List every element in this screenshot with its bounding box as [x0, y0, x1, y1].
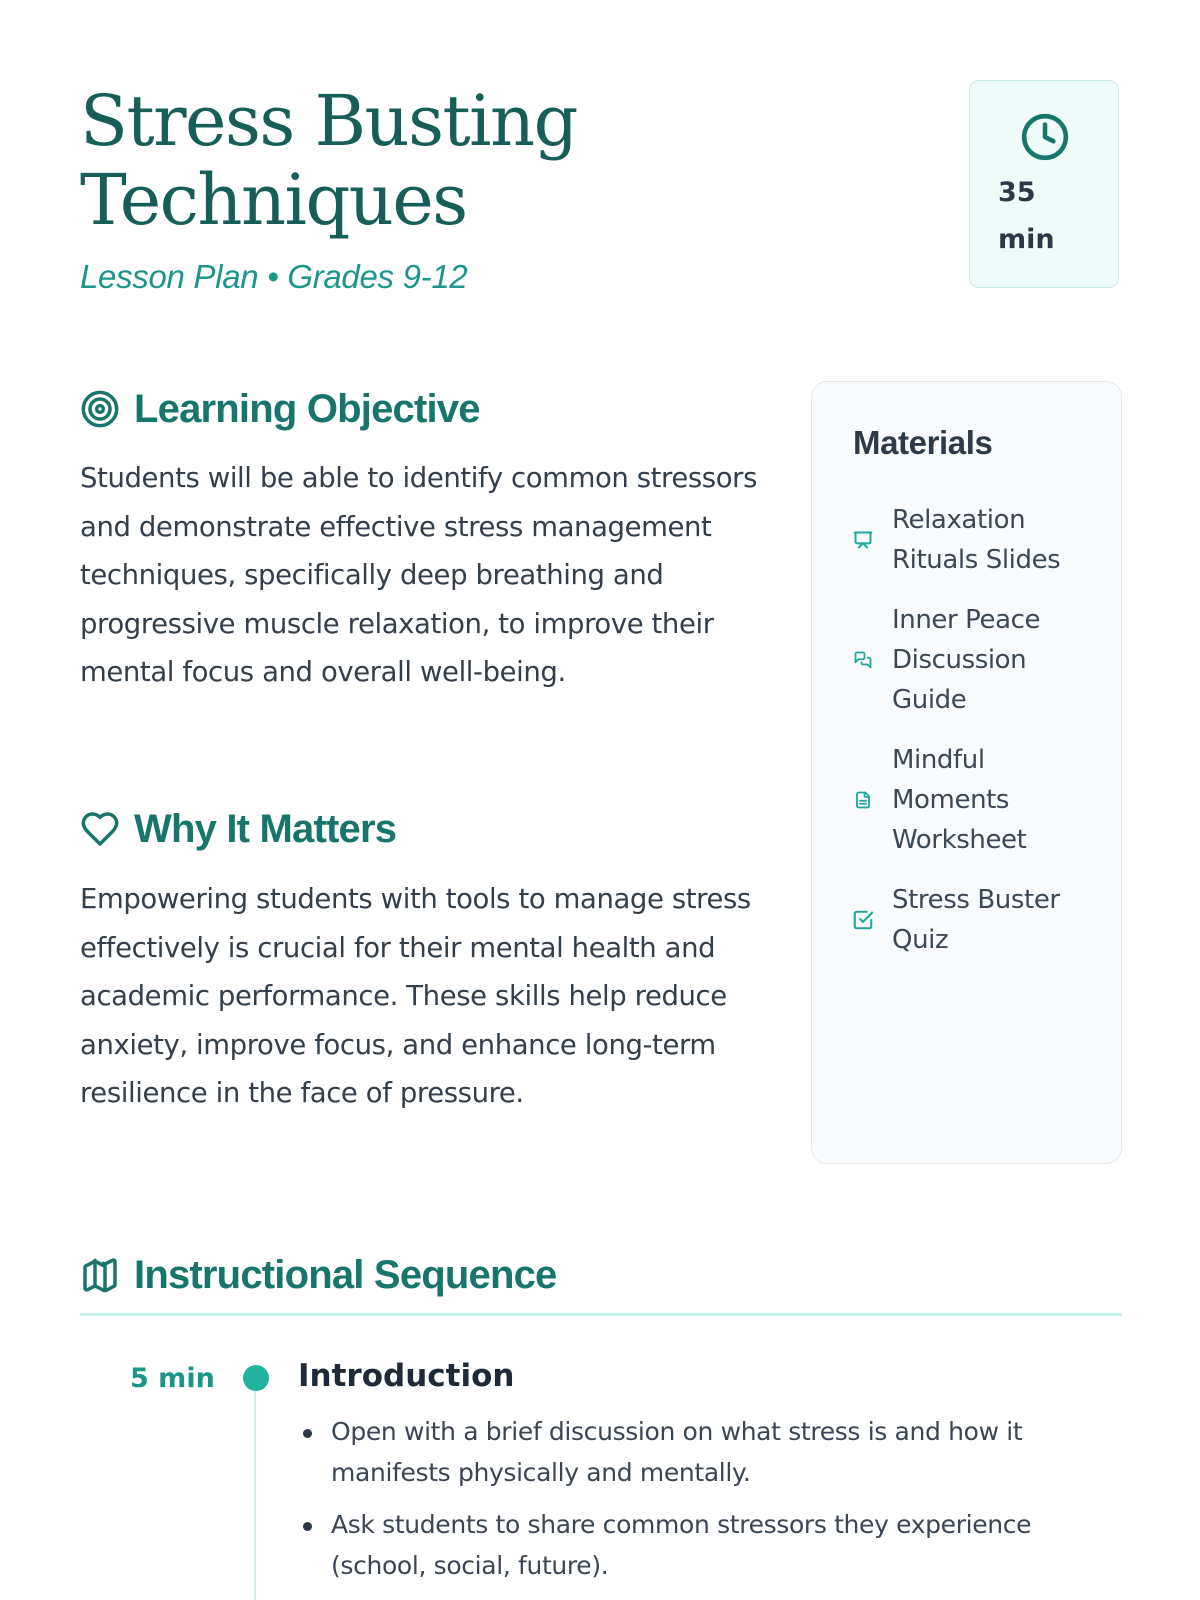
- material-label: Mindful Moments Worksheet: [892, 745, 1027, 855]
- sequence-heading: [80, 1250, 557, 1300]
- page-title-line-1: Stress Busting: [80, 80, 577, 162]
- timeline-line: [254, 1376, 256, 1600]
- section-divider: [80, 1313, 1122, 1316]
- material-item-quiz[interactable]: [852, 880, 1092, 960]
- target-icon: [80, 389, 120, 429]
- map-icon: [80, 1255, 120, 1295]
- material-item-worksheet[interactable]: [852, 740, 1092, 860]
- bullet-dot: [303, 1522, 312, 1531]
- duration-value: 35 min: [998, 177, 1055, 255]
- document-icon: [852, 789, 874, 811]
- chat-bubbles-icon: [852, 649, 874, 671]
- material-item-slides[interactable]: [852, 500, 1092, 580]
- list-item: [298, 1505, 1078, 1586]
- duration-card: [969, 80, 1119, 288]
- heart-icon: [80, 809, 120, 849]
- materials-card: [811, 381, 1122, 1164]
- page-title: [80, 82, 577, 240]
- list-item-text: Open with a brief discussion on what stress is and how it manifests physically and mentally.: [331, 1417, 1023, 1487]
- why-heading-text: Why It Matters: [134, 806, 397, 851]
- material-label: Relaxation Rituals Slides: [892, 505, 1061, 575]
- presentation-icon: [852, 529, 874, 551]
- bullet-dot: [303, 1429, 312, 1438]
- why-text: Empowering students with tools to manage stress effectively is crucial for their mental health and academic performance. These skills help reduce anxiety, improve focus, and enhance long-term resilience in the face of pressure.: [80, 883, 751, 1109]
- step-title: Introduction: [298, 1358, 515, 1394]
- material-item-discussion-guide[interactable]: [852, 600, 1092, 720]
- timeline-dot: [243, 1365, 269, 1391]
- sequence-heading-text: Instructional Sequence: [134, 1252, 557, 1297]
- page-title-line-2: Techniques: [80, 159, 467, 241]
- step-bullet-list: [298, 1412, 1078, 1598]
- materials-heading: Materials: [853, 424, 993, 461]
- why-heading: [80, 804, 396, 854]
- list-item-text: Ask students to share common stressors they experience (school, social, future).: [331, 1510, 1032, 1580]
- material-label: Stress Buster Quiz: [892, 885, 1060, 955]
- list-item: [298, 1412, 1078, 1493]
- objective-text: Students will be able to identify common stressors and demonstrate effective stress management techniques, specifically deep breathing and progressive muscle relaxation, to improve their mental focus and overall well-being.: [80, 462, 757, 688]
- step-time: 5 min: [130, 1363, 215, 1394]
- clock-icon: [1020, 112, 1070, 166]
- material-label: Inner Peace Discussion Guide: [892, 605, 1041, 715]
- page-subtitle: Lesson Plan • Grades 9-12: [80, 258, 468, 295]
- objective-heading-text: Learning Objective: [134, 386, 480, 431]
- checkbox-icon: [852, 909, 874, 931]
- objective-heading: [80, 384, 480, 434]
